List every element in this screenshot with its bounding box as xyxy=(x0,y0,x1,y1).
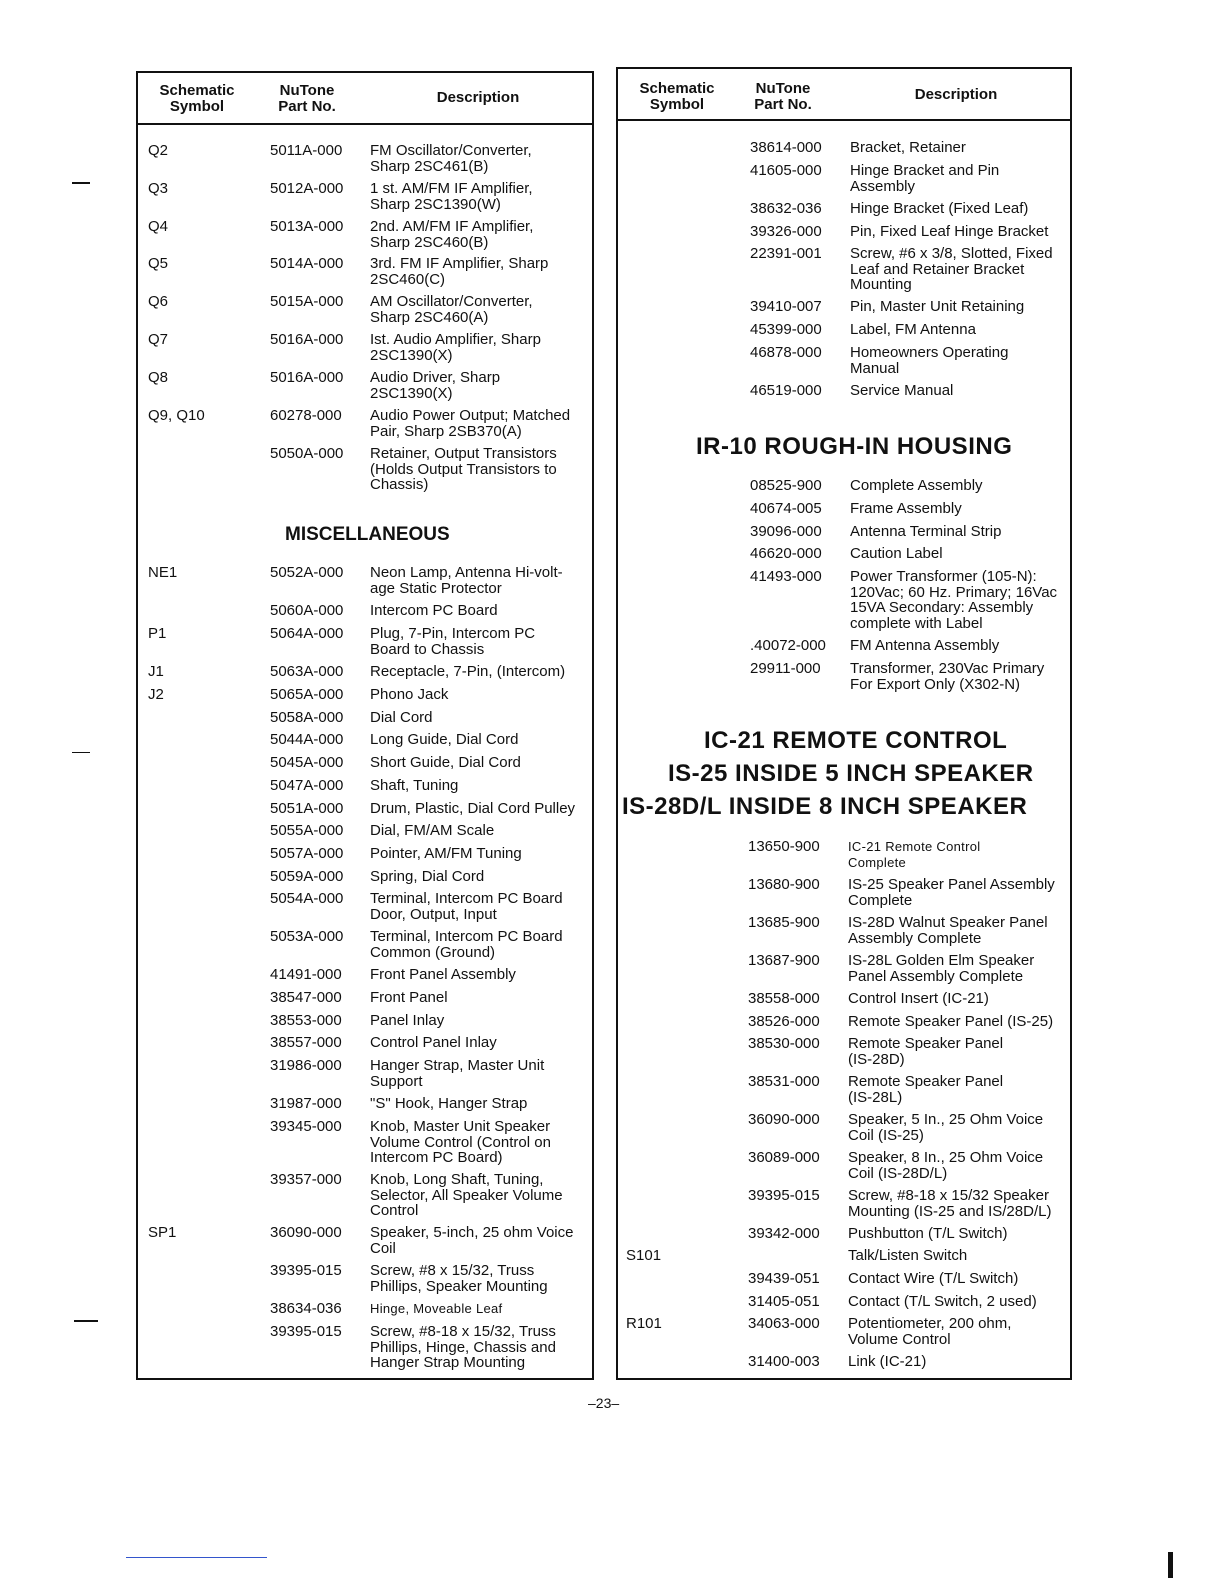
part-description: Complete Assembly xyxy=(850,477,983,494)
schematic-symbol: Q5 xyxy=(148,255,169,272)
part-description: Terminal, Intercom PC Board Door, Output, Input xyxy=(370,890,563,923)
part-number: 41493-000 xyxy=(750,568,822,585)
part-description: Front Panel Assembly xyxy=(370,966,516,983)
part-number: 36090-000 xyxy=(270,1224,342,1241)
part-description: Dial Cord xyxy=(370,709,433,726)
part-number: 41491-000 xyxy=(270,966,342,983)
part-description: Hinge Bracket (Fixed Leaf) xyxy=(850,200,1029,217)
part-description: Remote Speaker Panel (IS-25) xyxy=(848,1013,1054,1030)
part-description: FM Oscillator/Converter, Sharp 2SC461(B) xyxy=(370,142,532,175)
part-number: 39439-051 xyxy=(748,1270,820,1287)
part-number: 5015A-000 xyxy=(270,293,344,310)
left-table-header xyxy=(138,73,592,125)
right-parts-table xyxy=(616,67,1072,1380)
part-description: Audio Power Output; Matched Pair, Sharp 2SB370(A) xyxy=(370,407,571,440)
margin-mark xyxy=(1168,1552,1173,1578)
part-description: Shaft, Tuning xyxy=(370,777,459,794)
schematic-symbol: NE1 xyxy=(148,564,178,581)
col-description-header: Description xyxy=(436,89,520,106)
part-description: Homeowners Operating Manual xyxy=(850,344,1009,377)
part-description: Hanger Strap, Master Unit Support xyxy=(370,1057,545,1090)
part-description: Frame Assembly xyxy=(850,500,962,517)
part-description: Neon Lamp, Antenna Hi-volt- age Static Protector xyxy=(370,564,563,597)
part-number: 46620-000 xyxy=(750,545,822,562)
part-description: Hinge Bracket and Pin Assembly xyxy=(850,162,1000,195)
part-description: IS-28L Golden Elm Speaker Panel Assembly Complete xyxy=(848,952,1035,985)
schematic-symbol: Q7 xyxy=(148,331,169,348)
part-description: Speaker, 5-inch, 25 ohm Voice Coil xyxy=(370,1224,574,1257)
part-description: Ist. Audio Amplifier, Sharp 2SC1390(X) xyxy=(370,331,541,364)
part-number: 13687-900 xyxy=(748,952,820,969)
part-description: Remote Speaker Panel (IS-28D) xyxy=(848,1035,1004,1068)
part-description: Screw, #8 x 15/32, Truss Phillips, Speaker Mounting xyxy=(370,1262,548,1295)
margin-mark xyxy=(72,182,90,184)
part-description: Hinge, Moveable Leaf xyxy=(370,1301,503,1316)
part-description: Screw, #8-18 x 15/32 Speaker Mounting (IS-25 and IS/28D/L) xyxy=(848,1187,1052,1220)
part-description: Receptacle, 7-Pin, (Intercom) xyxy=(370,663,566,680)
part-description: Potentiometer, 200 ohm, Volume Control xyxy=(848,1315,1012,1348)
part-description: Antenna Terminal Strip xyxy=(850,523,1002,540)
part-number: 38526-000 xyxy=(748,1013,820,1030)
part-number: 5057A-000 xyxy=(270,845,344,862)
schematic-symbol: J1 xyxy=(148,663,164,680)
section-heading-is25: IS-25 INSIDE 5 INCH SPEAKER xyxy=(668,760,1034,787)
part-number: 38547-000 xyxy=(270,989,342,1006)
part-description: Phono Jack xyxy=(370,686,449,703)
part-number: 5059A-000 xyxy=(270,868,344,885)
part-number: 5016A-000 xyxy=(270,331,344,348)
part-description: "S" Hook, Hanger Strap xyxy=(370,1095,528,1112)
part-number: 08525-900 xyxy=(750,477,822,494)
part-number: 5065A-000 xyxy=(270,686,344,703)
part-number: 31986-000 xyxy=(270,1057,342,1074)
schematic-symbol: S101 xyxy=(626,1247,662,1264)
part-number: 41605-000 xyxy=(750,162,822,179)
margin-mark xyxy=(72,752,90,753)
part-number: 40674-005 xyxy=(750,500,822,517)
schematic-symbol: R101 xyxy=(626,1315,662,1332)
part-number: 5058A-000 xyxy=(270,709,344,726)
part-description: Pin, Master Unit Retaining xyxy=(850,298,1025,315)
part-number: .40072-000 xyxy=(750,637,826,654)
part-description: Plug, 7-Pin, Intercom PC Board to Chassis xyxy=(370,625,536,658)
part-description: Knob, Long Shaft, Tuning, Selector, All Speaker Volume Control xyxy=(370,1171,563,1219)
part-description: Long Guide, Dial Cord xyxy=(370,731,519,748)
part-number: 5060A-000 xyxy=(270,602,344,619)
part-description: Front Panel xyxy=(370,989,448,1006)
section-heading-ic21: IC-21 REMOTE CONTROL xyxy=(704,727,1008,754)
part-description: Caution Label xyxy=(850,545,943,562)
part-number: 38614-000 xyxy=(750,139,822,156)
part-number: 5064A-000 xyxy=(270,625,344,642)
part-number: 60278-000 xyxy=(270,407,342,424)
schematic-symbol: J2 xyxy=(148,686,164,703)
part-description: Knob, Master Unit Speaker Volume Control (Control on Intercom PC Board) xyxy=(370,1118,551,1166)
part-description: Link (IC-21) xyxy=(848,1353,927,1370)
right-table-header xyxy=(618,69,1070,121)
part-number: 5050A-000 xyxy=(270,445,344,462)
part-description: AM Oscillator/Converter, Sharp 2SC460(A) xyxy=(370,293,533,326)
part-number: 5055A-000 xyxy=(270,822,344,839)
part-number: 5045A-000 xyxy=(270,754,344,771)
part-description: Service Manual xyxy=(850,382,954,399)
page-number: –23– xyxy=(588,1395,620,1411)
part-description: Audio Driver, Sharp 2SC1390(X) xyxy=(370,369,501,402)
part-number: 38558-000 xyxy=(748,990,820,1007)
part-number: 29911-000 xyxy=(750,660,821,677)
col-symbol-header: Schematic Symbol xyxy=(639,80,715,113)
part-number: 5052A-000 xyxy=(270,564,344,581)
part-number: 5047A-000 xyxy=(270,777,344,794)
part-description: Screw, #6 x 3/8, Slotted, Fixed Leaf and Retainer Bracket Mounting xyxy=(850,245,1053,293)
part-description: 2nd. AM/FM IF Amplifier, Sharp 2SC460(B) xyxy=(370,218,534,251)
part-number: 5054A-000 xyxy=(270,890,344,907)
part-number: 39395-015 xyxy=(270,1262,342,1279)
schematic-symbol: Q3 xyxy=(148,180,169,197)
part-description: 3rd. FM IF Amplifier, Sharp 2SC460(C) xyxy=(370,255,549,288)
part-description: Pointer, AM/FM Tuning xyxy=(370,845,522,862)
part-number: 38553-000 xyxy=(270,1012,342,1029)
part-number: 5044A-000 xyxy=(270,731,344,748)
section-heading-is28dl: IS-28D/L INSIDE 8 INCH SPEAKER xyxy=(622,793,1028,820)
schematic-symbol: Q9, Q10 xyxy=(148,407,205,424)
part-description: Power Transformer (105-N): 120Vac; 60 Hz. Primary; 16Vac 15VA Secondary: Assembly complete with Label xyxy=(850,568,1058,632)
schematic-symbol: Q4 xyxy=(148,218,169,235)
part-number: 13685-900 xyxy=(748,914,820,931)
col-symbol-header: Schematic Symbol xyxy=(159,82,235,115)
part-number: 38632-036 xyxy=(750,200,822,217)
part-number: 5013A-000 xyxy=(270,218,344,235)
schematic-symbol: Q8 xyxy=(148,369,169,386)
part-number: 39410-007 xyxy=(750,298,822,315)
schematic-symbol: Q2 xyxy=(148,142,169,159)
part-number: 39395-015 xyxy=(270,1323,342,1340)
part-description: Transformer, 230Vac Primary For Export Only (X302-N) xyxy=(850,660,1045,693)
part-description: Terminal, Intercom PC Board Common (Ground) xyxy=(370,928,563,961)
part-number: 39395-015 xyxy=(748,1187,820,1204)
part-description: Pushbutton (T/L Switch) xyxy=(848,1225,1008,1242)
part-description: Dial, FM/AM Scale xyxy=(370,822,495,839)
part-description: FM Antenna Assembly xyxy=(850,637,1000,654)
part-description: Speaker, 8 In., 25 Ohm Voice Coil (IS-28D/L) xyxy=(848,1149,1044,1182)
part-number: 5011A-000 xyxy=(270,142,343,159)
part-description: Pin, Fixed Leaf Hinge Bracket xyxy=(850,223,1049,240)
part-number: 38557-000 xyxy=(270,1034,342,1051)
part-number: 5053A-000 xyxy=(270,928,344,945)
col-description-header: Description xyxy=(914,86,998,103)
part-number: 13680-900 xyxy=(748,876,820,893)
part-description: Contact Wire (T/L Switch) xyxy=(848,1270,1019,1287)
part-number: 39357-000 xyxy=(270,1171,342,1188)
col-partno-header: NuTone Part No. xyxy=(278,82,336,115)
schematic-symbol: P1 xyxy=(148,625,167,642)
part-description: Control Insert (IC-21) xyxy=(848,990,989,1007)
part-number: 39345-000 xyxy=(270,1118,342,1135)
part-number: 39326-000 xyxy=(750,223,822,240)
part-description: Speaker, 5 In., 25 Ohm Voice Coil (IS-25) xyxy=(848,1111,1044,1144)
part-description: Contact (T/L Switch, 2 used) xyxy=(848,1293,1037,1310)
part-number: 36089-000 xyxy=(748,1149,820,1166)
schematic-symbol: SP1 xyxy=(148,1224,177,1241)
part-description: 1 st. AM/FM IF Amplifier, Sharp 2SC1390(W) xyxy=(370,180,533,213)
part-number: 5014A-000 xyxy=(270,255,344,272)
part-number: 5016A-000 xyxy=(270,369,344,386)
part-number: 31987-000 xyxy=(270,1095,342,1112)
part-number: 46878-000 xyxy=(750,344,822,361)
part-description: Spring, Dial Cord xyxy=(370,868,485,885)
part-description: Label, FM Antenna xyxy=(850,321,976,338)
part-number: 5012A-000 xyxy=(270,180,344,197)
part-description: Drum, Plastic, Dial Cord Pulley xyxy=(370,800,576,817)
schematic-symbol: Q6 xyxy=(148,293,169,310)
part-description: IS-25 Speaker Panel Assembly Complete xyxy=(848,876,1055,909)
part-number: 36090-000 xyxy=(748,1111,820,1128)
section-heading-ir10: IR-10 ROUGH-IN HOUSING xyxy=(696,433,1013,460)
section-heading-miscellaneous: MISCELLANEOUS xyxy=(285,524,450,545)
col-partno-header: NuTone Part No. xyxy=(754,80,812,113)
part-number: 38531-000 xyxy=(748,1073,820,1090)
part-number: 31405-051 xyxy=(748,1293,820,1310)
part-description: Retainer, Output Transistors (Holds Output Transistors to Chassis) xyxy=(370,445,557,493)
part-number: 5063A-000 xyxy=(270,663,344,680)
part-number: 22391-001 xyxy=(750,245,822,262)
part-number: 39342-000 xyxy=(748,1225,820,1242)
part-number: 31400-003 xyxy=(748,1353,820,1370)
part-description: Screw, #8-18 x 15/32, Truss Phillips, Hinge, Chassis and Hanger Strap Mounting xyxy=(370,1323,556,1371)
part-description: Remote Speaker Panel (IS-28L) xyxy=(848,1073,1004,1106)
part-number: 38530-000 xyxy=(748,1035,820,1052)
part-description: Panel Inlay xyxy=(370,1012,445,1029)
part-number: 46519-000 xyxy=(750,382,822,399)
part-description: Control Panel Inlay xyxy=(370,1034,497,1051)
part-number: 45399-000 xyxy=(750,321,822,338)
part-number: 38634-036 xyxy=(270,1300,342,1317)
part-number: 13650-900 xyxy=(748,838,820,855)
part-description: Bracket, Retainer xyxy=(850,139,966,156)
part-description: Intercom PC Board xyxy=(370,602,498,619)
part-number: 34063-000 xyxy=(748,1315,820,1332)
left-parts-table xyxy=(136,71,594,1380)
margin-mark xyxy=(74,1320,98,1322)
part-description: Short Guide, Dial Cord xyxy=(370,754,521,771)
part-description: IS-28D Walnut Speaker Panel Assembly Complete xyxy=(848,914,1048,947)
part-number: 39096-000 xyxy=(750,523,822,540)
part-description: IC-21 Remote Control Complete xyxy=(848,839,981,870)
part-description: Talk/Listen Switch xyxy=(848,1247,968,1264)
footer-rule xyxy=(126,1557,267,1558)
part-number: 5051A-000 xyxy=(270,800,344,817)
